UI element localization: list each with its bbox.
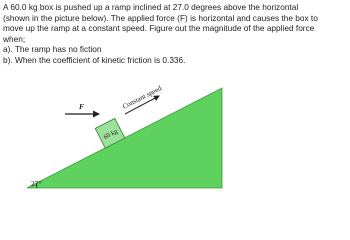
- problem-line-6: b). When the coefficient of kinetic friction is 0.336.: [3, 54, 186, 65]
- problem-line-3: move up the ramp at a constant speed. Figure out the magnitude of the applied force: [3, 23, 315, 34]
- force-label: F: [79, 102, 85, 111]
- angle-label: 27°: [31, 179, 42, 188]
- problem-line-2: (shown in the picture below). The applied force (F) is horizontal and causes the box to: [3, 12, 318, 23]
- box-label: 60 kg: [102, 128, 119, 141]
- problem-line-5: a). The ramp has no fiction: [3, 44, 102, 55]
- problem-line-4: when;: [3, 33, 26, 44]
- speed-label: Constant speed: [121, 84, 163, 111]
- problem-line-1: A 60.0 kg box is pushed up a ramp inclined at 27.0 degrees above the horizontal: [3, 2, 299, 12]
